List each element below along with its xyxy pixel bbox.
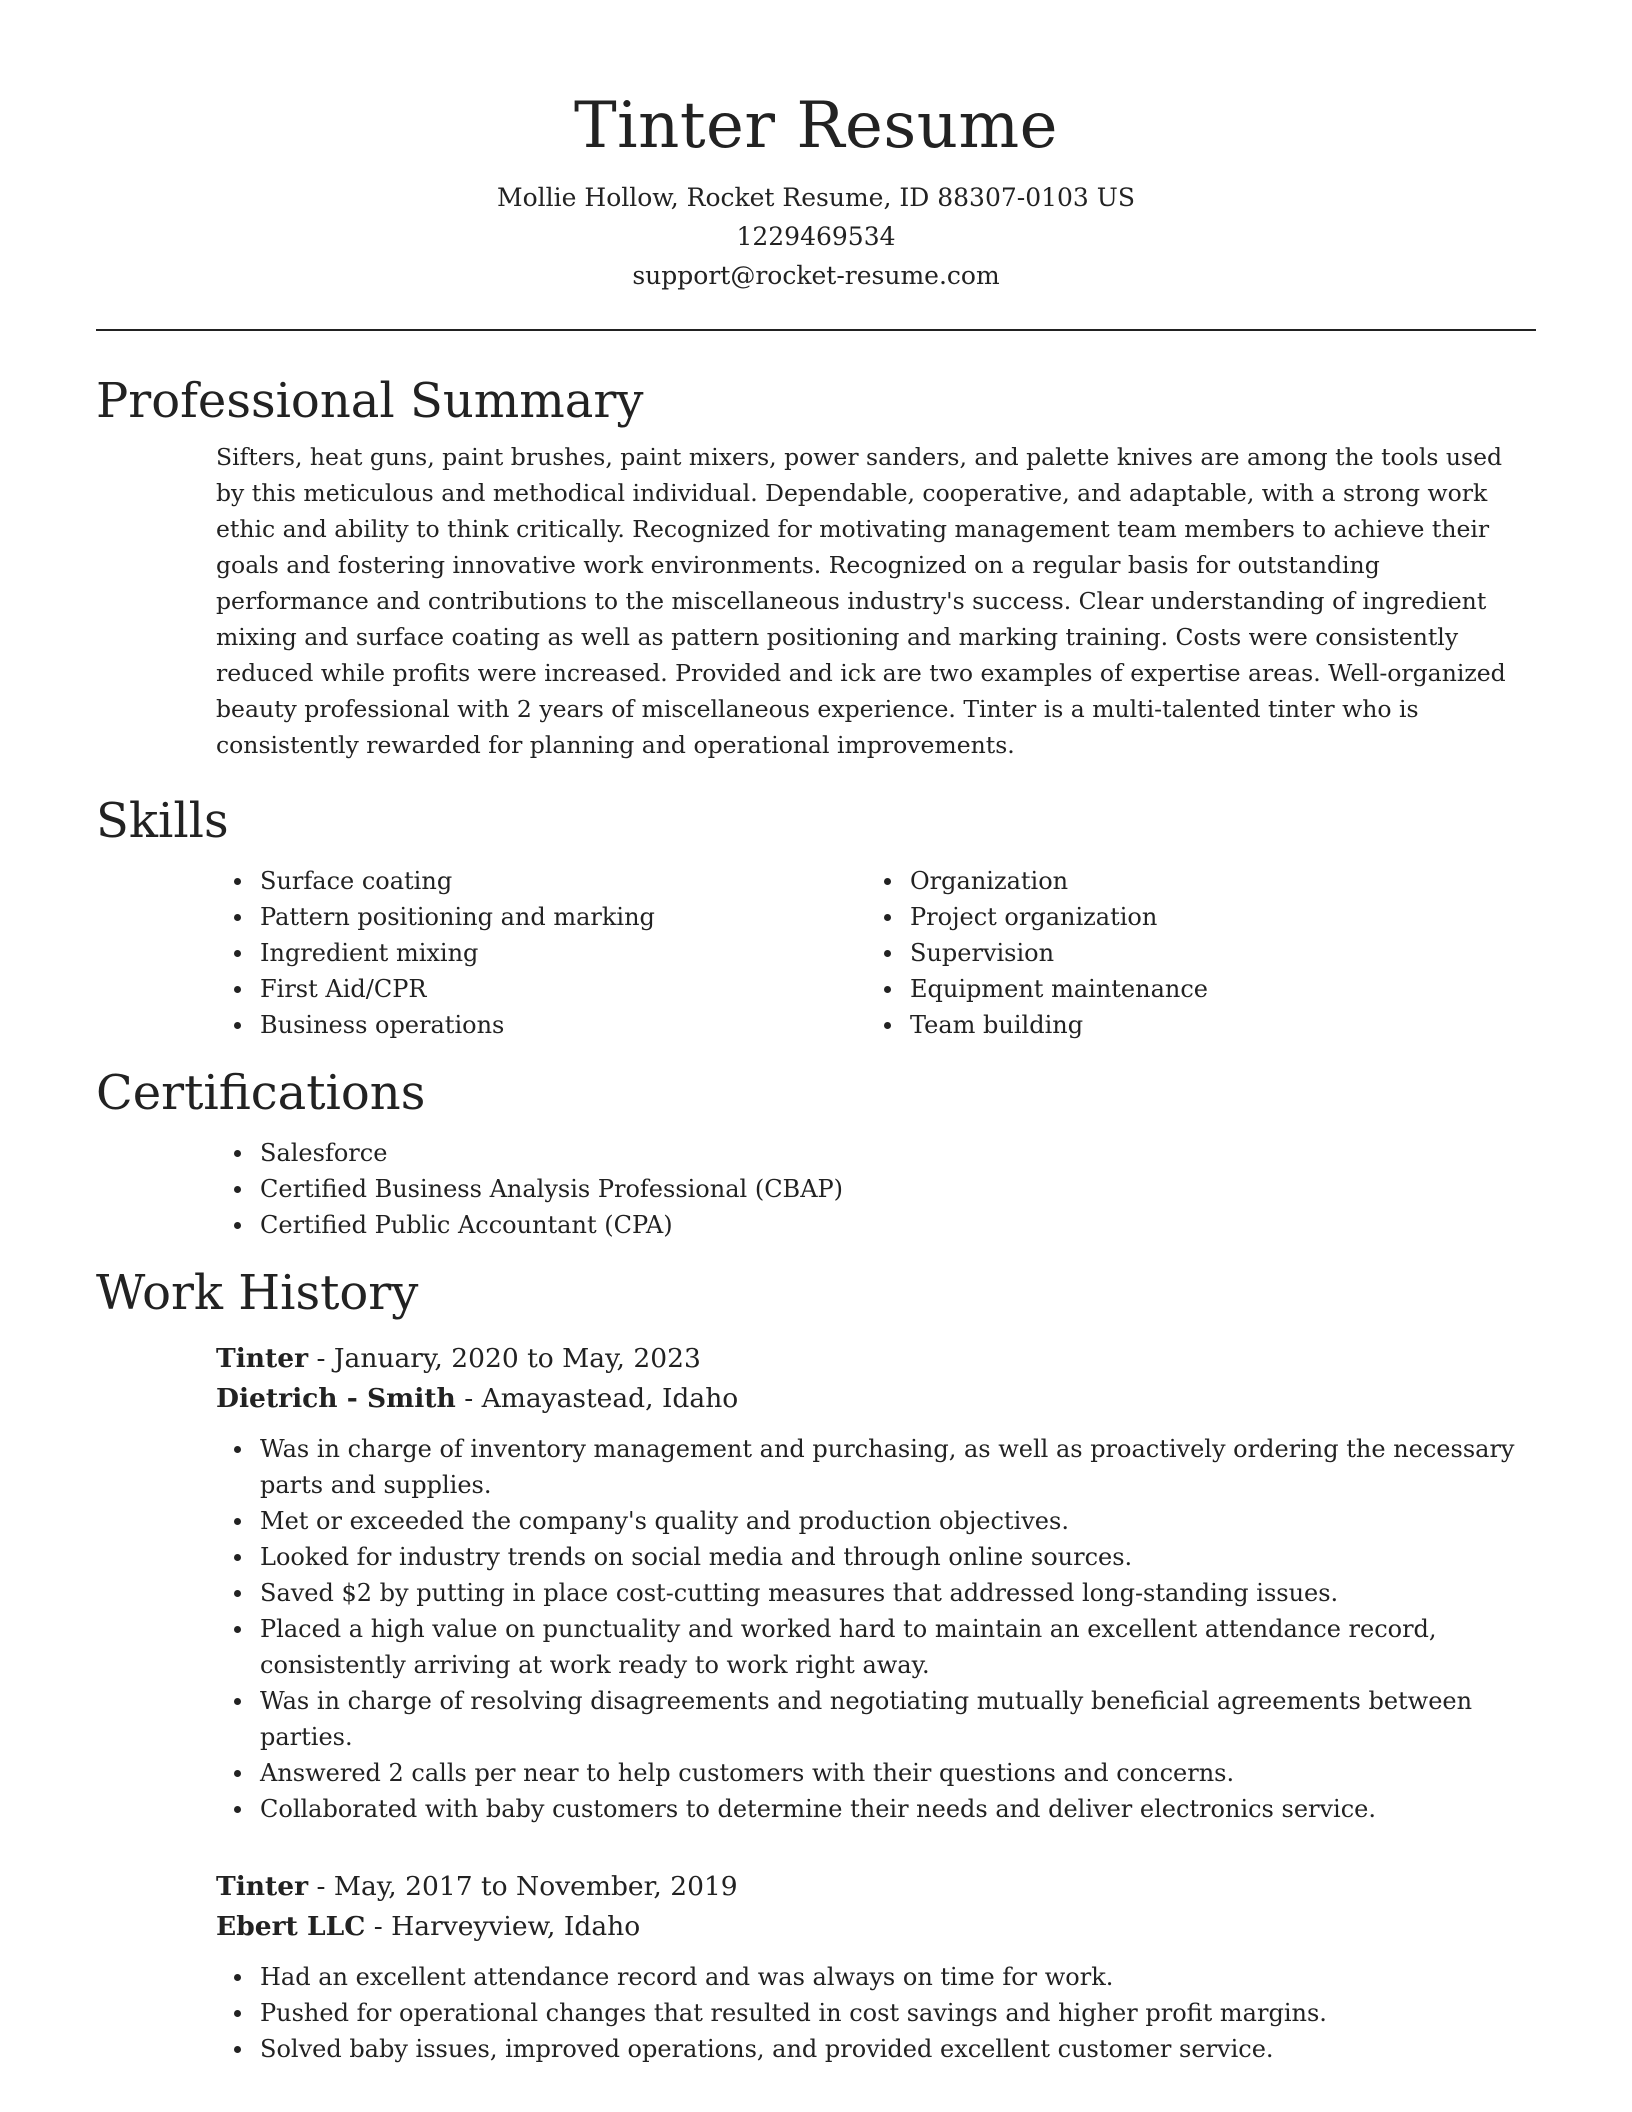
skill-item: Ingredient mixing	[260, 935, 866, 971]
duty-item: Collaborated with baby customers to determine their needs and deliver electronics service.	[260, 1791, 1536, 1827]
skill-item: Team building	[910, 1007, 1516, 1043]
job-title: Tinter	[216, 1343, 309, 1374]
duty-item: Had an excellent attendance record and was always on time for work.	[260, 1959, 1536, 1995]
duty-item: Looked for industry trends on social media and through online sources.	[260, 1539, 1536, 1575]
skills-heading: Skills	[96, 793, 229, 849]
resume-header	[96, 0, 1536, 295]
email-link[interactable]: support@rocket-resume.com	[632, 261, 1000, 290]
job-entry	[216, 1867, 1536, 2067]
skill-item: Pattern positioning and marking	[260, 899, 866, 935]
skill-item: Project organization	[910, 899, 1516, 935]
duty-item: Placed a high value on punctuality and worked hard to maintain an excellent attendance record, consistently arriving at work ready to work right away.	[260, 1611, 1536, 1683]
certification-item: Salesforce	[260, 1135, 1536, 1171]
job-title-line	[216, 1867, 1536, 1907]
duty-item: Answered 2 calls per near to help customers with their questions and concerns.	[260, 1755, 1536, 1791]
duty-item: Met or exceeded the company's quality and production objectives.	[260, 1503, 1536, 1539]
address-text: Mollie Hollow, Rocket Resume, ID 88307-0103 US	[497, 183, 1135, 212]
skill-item: First Aid/CPR	[260, 971, 866, 1007]
job-location: - Amayastead, Idaho	[455, 1383, 739, 1414]
job-title: Tinter	[216, 1871, 309, 1902]
job-title-line	[216, 1339, 1536, 1379]
skills-column-left	[216, 863, 866, 1043]
skill-item: Organization	[910, 863, 1516, 899]
job-location: - Harveyview, Idaho	[365, 1911, 641, 1942]
job-company-line	[216, 1907, 1536, 1947]
duty-item: Saved $2 by putting in place cost-cutting measures that addressed long-standing issues.	[260, 1575, 1536, 1611]
phone-text: 1229469534	[736, 222, 896, 251]
summary-text: Sifters, heat guns, paint brushes, paint mixers, power sanders, and palette knives are among the tools used by this meticulous and methodical individual. Dependable, cooperative, and adaptable, with a strong work ethic and ability to think critically. Recognized for motivating management team members to achieve their goals and fostering innovative work environments. Recognized on a regular basis for outstanding performance and contributions to the miscellaneous industry's success. Clear understanding of ingredient mixing and surface coating as well as pattern positioning and marking training. Costs were consistently reduced while profits were increased. Provided and ick are two examples of expertise areas. Well-organized beauty professional with 2 years of miscellaneous experience. Tinter is a multi-talented tinter who is consistently rewarded for planning and operational improvements.	[216, 443, 1506, 759]
contact-info	[96, 178, 1536, 295]
job-duties	[216, 1431, 1536, 1827]
duty-item: Was in charge of inventory management and purchasing, as well as proactively ordering the necessary parts and supplies.	[260, 1431, 1536, 1503]
certification-item: Certified Business Analysis Professional (CBAP)	[260, 1171, 1536, 1207]
duty-item: Pushed for operational changes that resulted in cost savings and higher profit margins.	[260, 1995, 1536, 2031]
page-title: Tinter Resume	[573, 89, 1059, 163]
certifications-heading: Certifications	[96, 1065, 426, 1121]
job-company: Dietrich - Smith	[216, 1383, 456, 1414]
skills-column-right	[866, 863, 1516, 1043]
job-entry	[216, 1339, 1536, 1827]
duty-item: Was in charge of resolving disagreements and negotiating mutually beneficial agreements between parties.	[260, 1683, 1536, 1755]
skill-item: Business operations	[260, 1007, 866, 1043]
skill-item: Equipment maintenance	[910, 971, 1516, 1007]
job-company-line	[216, 1379, 1536, 1419]
summary-heading: Professional Summary	[96, 373, 644, 429]
skill-item: Supervision	[910, 935, 1516, 971]
job-duties	[216, 1959, 1536, 2067]
certifications-list	[216, 1135, 1536, 1243]
duty-item: Solved baby issues, improved operations, and provided excellent customer service.	[260, 2031, 1536, 2067]
job-dates: - January, 2020 to May, 2023	[308, 1343, 701, 1374]
work-history-heading: Work History	[96, 1265, 419, 1321]
skills-list	[216, 863, 1536, 1043]
job-dates: - May, 2017 to November, 2019	[308, 1871, 738, 1902]
skill-item: Surface coating	[260, 863, 866, 899]
certification-item: Certified Public Accountant (CPA)	[260, 1207, 1536, 1243]
header-divider	[96, 329, 1536, 331]
job-company: Ebert LLC	[216, 1911, 366, 1942]
